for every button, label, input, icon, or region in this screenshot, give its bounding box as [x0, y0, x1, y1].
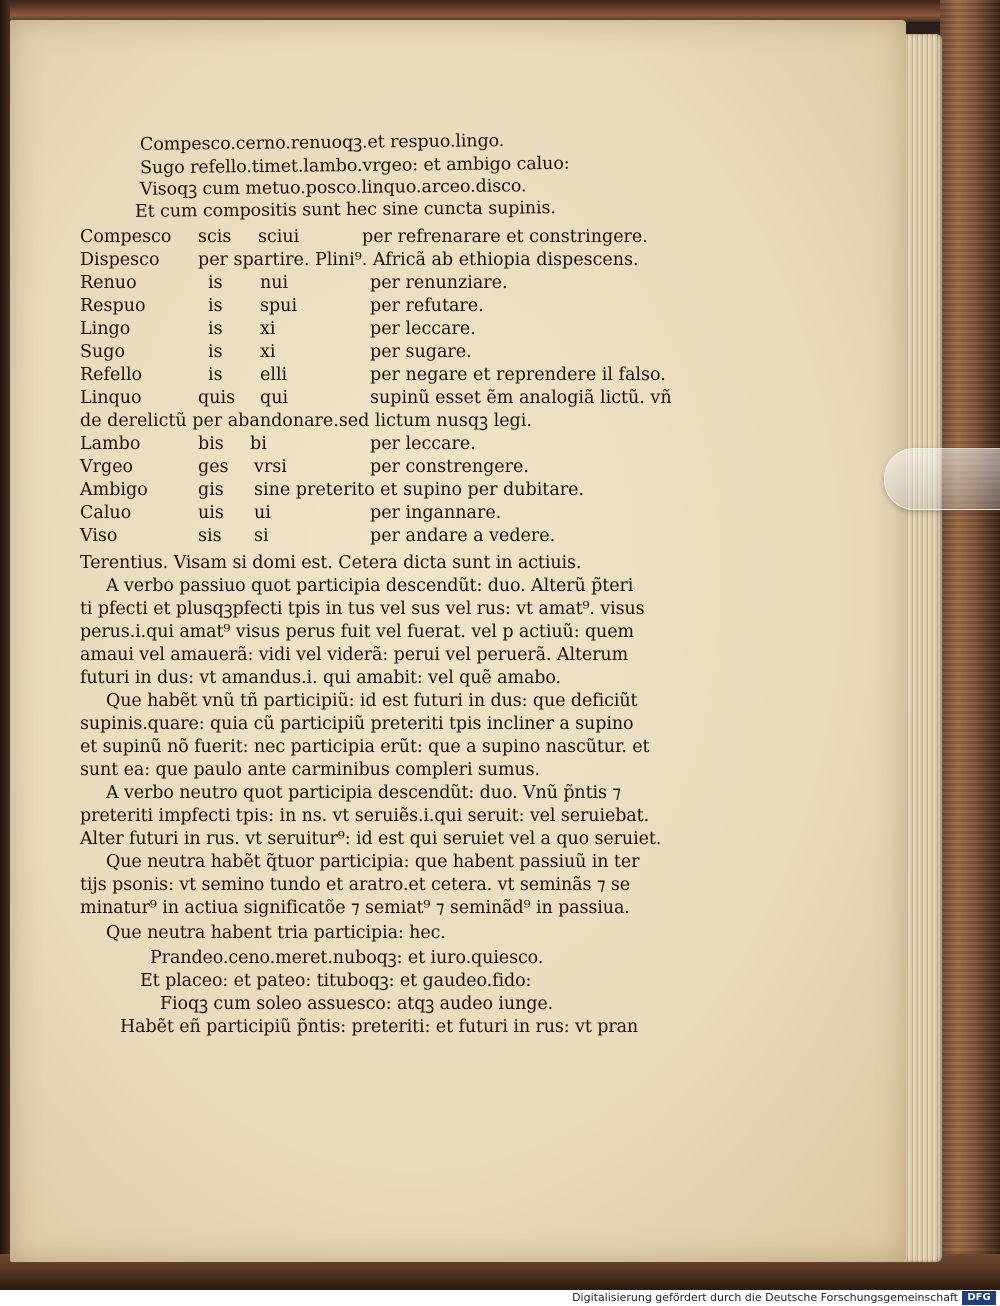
verb-cell: de derelictũ per abandonare.sed lictum nusqꝫ legi.	[80, 411, 532, 431]
gloss-cell: per sugare.	[370, 342, 472, 362]
binding-left-edge	[0, 0, 10, 1290]
verb-cell: Lambo	[80, 434, 141, 454]
form2-cell: uis	[198, 503, 224, 523]
verse-line: Compesco.cerno.renuoqꝫ.et respuo.lingo.	[139, 131, 505, 155]
binding-top-edge	[0, 0, 1000, 22]
page-stack-edge	[900, 34, 942, 1262]
verse-line: Sugo refello.timet.lambo.vrgeo: et ambigo caluo:	[139, 153, 570, 179]
form3-cell: ui	[254, 503, 271, 523]
gloss-cell: per constrengere.	[370, 457, 529, 477]
form3-cell: vrsi	[254, 457, 287, 477]
verb-cell: Lingo	[80, 319, 131, 339]
form3-cell: elli	[260, 365, 288, 385]
prose-line: Habẽt eñ participiũ p̃ntis: preteriti: et futuri in rus: vt pran	[120, 1017, 639, 1037]
dfg-logo: DFG	[962, 1291, 996, 1305]
funding-credit: Digitalisierung gefördert durch die Deutsche Forschungsgemeinschaft	[572, 1291, 958, 1304]
verse-line: Fioqꝫ cum soleo assuesco: atqꝫ audeo iunge.	[160, 994, 554, 1014]
prose-line: perus.i.qui amat⁹ visus perus fuit vel fuerat. vel p actiuũ: quem	[80, 622, 634, 642]
gloss-cell: per refrenarare et constringere.	[362, 227, 648, 247]
form2-cell: gis	[198, 480, 224, 500]
verb-cell: Sugo	[80, 342, 125, 362]
form3-cell: spui	[260, 296, 298, 316]
verse-line: Prandeo.ceno.meret.nuboqꝫ: et iuro.quiesco.	[150, 948, 544, 968]
verb-cell: Respuo	[80, 296, 146, 316]
prose-line: minatur⁹ in actiua significatõe ⁊ semiat⁹ ⁊ seminãd⁹ in passiua.	[80, 898, 630, 918]
prose-line: ti pfecti et plusqꝫpfecti tpis in tus vel sus vel rus: vt amat⁹. visus	[80, 599, 645, 619]
gloss-cell: per leccare.	[370, 434, 476, 454]
prose-line: futuri in dus: vt amandus.i. qui amabit: vel quẽ amabo.	[80, 668, 562, 688]
gloss-cell: per negare et reprendere il falso.	[370, 365, 666, 385]
form2-cell: sis	[198, 526, 222, 546]
plastic-clip	[884, 448, 1000, 510]
prose-line: Que habẽt vnũ tñ participiũ: id est futuri in dus: que deficiũt	[106, 691, 638, 711]
footer-bar	[0, 1290, 1000, 1306]
form3-cell: xi	[260, 342, 276, 362]
form2-cell: per spartire. Plini⁹. Africã ab ethiopia dispescens.	[198, 250, 639, 270]
verb-cell: Renuo	[80, 273, 137, 293]
form2-cell: quis	[198, 388, 236, 408]
prose-line: A verbo passiuo quot participia descendũt: duo. Alterũ p̃teri	[106, 576, 634, 596]
form2-cell: is	[208, 319, 223, 339]
prose-line: Terentius. Visam si domi est. Cetera dicta sunt in actiuis.	[80, 553, 582, 573]
form3-cell: sine preterito et supino per dubitare.	[254, 480, 585, 500]
verb-cell: Compesco	[80, 227, 172, 247]
prose-line: supinis.quare: quia cũ participiũ preteriti tpis incliner a supino	[80, 714, 634, 734]
form2-cell: is	[208, 296, 223, 316]
prose-line: A verbo neutro quot participia descendũt: duo. Vnũ p̃ntis ⁊	[106, 783, 621, 803]
gloss-cell: per leccare.	[370, 319, 476, 339]
prose-line: Que neutra habẽt q̃tuor participia: que habent passiuũ in ter	[106, 852, 640, 872]
form2-cell: is	[208, 342, 223, 362]
prose-line: preteriti impfecti tpis: in ns. vt seruiẽs.i.qui seruit: vel seruiebat.	[80, 806, 650, 826]
prose-line: et supinũ nõ fuerit: nec participia erũt: que a supino nascũtur. et	[80, 737, 650, 757]
gloss-cell: per andare a vedere.	[370, 526, 556, 546]
prose-line: Alter futuri in rus. vt seruitur⁹: id est qui seruiet vel a quo seruiet.	[80, 829, 662, 849]
prose-line: tijs psonis: vt semino tundo et aratro.et cetera. vt seminãs ⁊ se	[80, 875, 631, 895]
prose-line: amaui vel amauerã: vidi vel viderã: perui vel peruerã. Alterum	[80, 645, 629, 665]
form3-cell: nui	[260, 273, 289, 293]
form3-cell: bi	[250, 434, 267, 454]
gloss-cell: per ingannare.	[370, 503, 502, 523]
form2-cell: bis	[198, 434, 224, 454]
form2-cell: ges	[198, 457, 229, 477]
verb-cell: Linquo	[80, 388, 142, 408]
verb-cell: Ambigo	[80, 480, 148, 500]
form3-cell: si	[254, 526, 269, 546]
verb-cell: Viso	[80, 526, 118, 546]
form3-cell: sciui	[258, 227, 300, 247]
verse-line: Et placeo: et pateo: tituboqꝫ: et gaudeo.fido:	[140, 971, 532, 991]
form3-cell: qui	[260, 388, 289, 408]
verb-cell: Refello	[80, 365, 143, 385]
verb-cell: Dispesco	[80, 250, 160, 270]
verb-cell: Caluo	[80, 503, 132, 523]
binding-right-edge	[940, 0, 1000, 1290]
gloss-cell: per refutare.	[370, 296, 484, 316]
form3-cell: xi	[260, 319, 276, 339]
verb-cell: Vrgeo	[80, 457, 134, 477]
gloss-cell: per renunziare.	[370, 273, 508, 293]
verse-line: Visoqꝫ cum metuo.posco.linquo.arceo.disco.	[139, 176, 527, 200]
verse-line: Et cum compositis sunt hec sine cuncta supinis.	[134, 198, 556, 222]
prose-line: sunt ea: que paulo ante carminibus compleri sumus.	[80, 760, 540, 780]
form2-cell: is	[208, 365, 223, 385]
form2-cell: scis	[198, 227, 232, 247]
gloss-cell: supinũ esset ẽm analogiã lictũ. vñ	[370, 388, 672, 408]
form2-cell: is	[208, 273, 223, 293]
prose-line: Que neutra habent tria participia: hec.	[106, 923, 446, 943]
